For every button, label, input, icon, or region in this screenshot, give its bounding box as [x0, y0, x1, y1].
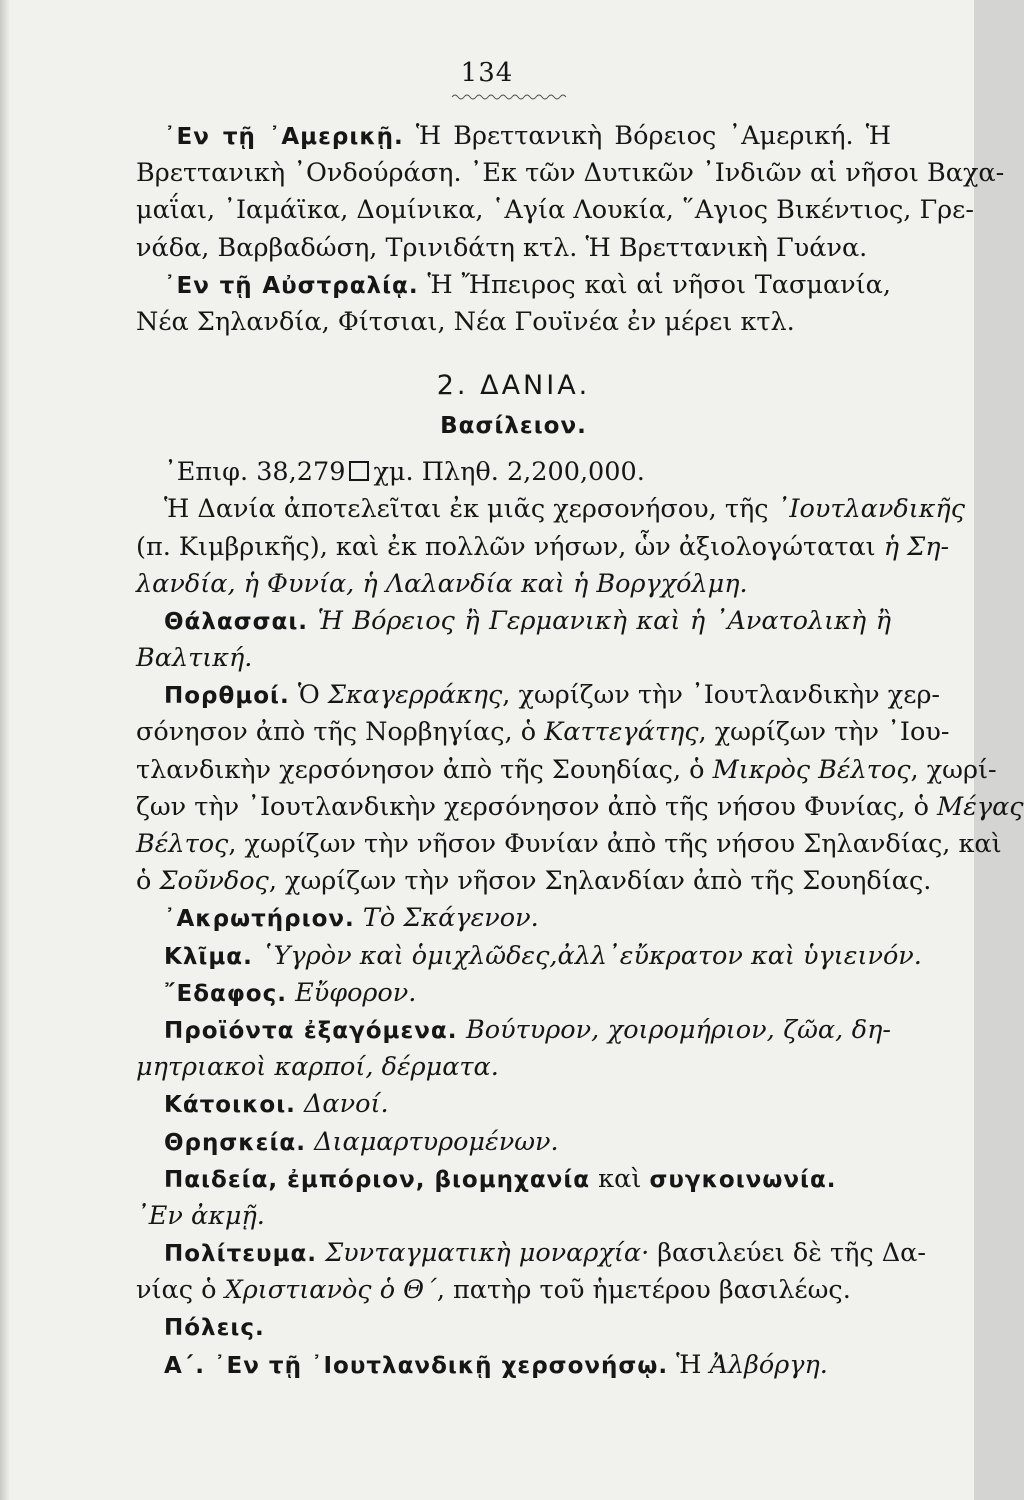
jutland-heading: Α´. ᾿Εν τῇ ᾿Ιουτλανδικῇ χερσονήσῳ.	[164, 1352, 669, 1379]
australia-heading: ᾿Εν τῇ Αὐστραλίᾳ.	[164, 272, 419, 299]
education-heading: Παιδεία, ἐμπόριον, βιομηχανία	[164, 1166, 591, 1193]
seas-paragraph: Θάλασσαι. Ἡ Βόρειος ἢ Γερμανικὴ καὶ ἡ ᾿Ανατολικὴ ἢ Βαλτική.	[136, 605, 891, 674]
soil-heading: ῎Εδαφος.	[164, 980, 287, 1007]
straits-heading: Πορθμοί.	[164, 683, 290, 710]
page-text	[136, 118, 1024, 1384]
america-paragraph: ᾿Εν τῇ ᾿Αμερικῇ. Ἡ Βρεττανικὴ Βόρειος ᾿Αμερική. Ἡ Βρεττανικὴ ᾿Ονδούράση. ᾿Εκ τῶν Δυτικῶν ᾿Ινδιῶν αἱ νῆσοι Βαχα- μαΐαι, ᾿Ιαμάϊκα, Δομίνικα, ῾Αγία Λουκία, ῞Αγιος Βικέντιος, Γρε- νάδα, Βαρβαδώση, Τρινιδάτη κτλ. Ἡ Βρεττανικὴ Γυάνα.	[136, 121, 1005, 263]
exports-paragraph: Προϊόντα ἐξαγόμενα. Βούτυρον, χοιρομήριον, ζῶα, δη- μητριακοὶ καρποί, δέρματα.	[136, 1014, 891, 1083]
square-symbol	[349, 461, 369, 481]
intro-paragraph: Ἡ Δανία ἀποτελεῖται ἐκ μιᾶς χερσονήσου, τῆς ᾿Ιουτλανδικῆς (π. Κιμβρικῆς), καὶ ἐκ πολλῶν νήσων, ὧν ἀξιολογώταται ἡ Ση- λανδία, ἡ Φυνία, ἡ Λαλανδία καὶ ἡ Βοργχόλμη.	[136, 494, 965, 599]
religion-paragraph: Θρησκεία. Διαμαρτυρομένων.	[164, 1126, 559, 1157]
jutland-paragraph: Α´. ᾿Εν τῇ ᾿Ιουτλανδικῇ χερσονήσῳ. Ἡ Ἀλβόργη.	[164, 1349, 828, 1380]
religion-heading: Θρησκεία.	[164, 1129, 306, 1156]
polity-paragraph: Πολίτευμα. Συνταγματικὴ μοναρχία· βασιλεύει δὲ τῆς Δα- νίας ὁ Χριστιανὸς ὁ Θ´, πατὴρ τοῦ ἡμετέρου βασιλέως.	[136, 1238, 927, 1306]
soil-paragraph: ῎Εδαφος. Εὔφορον.	[164, 977, 417, 1008]
cities-paragraph	[136, 1309, 891, 1346]
straits-paragraph: Πορθμοί. Ὁ Σκαγερράκης, χωρίζων τὴν ᾿Ιουτλανδικὴν χερ- σόνησον ἀπὸ τῆς Νορβηγίας, ὁ Καττεγάτης, χωρίζων τὴν ᾿Ιου- τλανδικὴν χερσόνησον ἀπὸ τῆς Σουηδίας, ὁ Μικρὸς Βέλτος, χωρί- ζων τὴν ᾿Ιουτλανδικὴν χερσόνησον ἀπὸ τῆς νήσου Φυνίας, ὁ Μέγας Βέλτος, χωρίζων τὴν νῆσον Φυνίαν ἀπὸ τῆς νήσου Σηλανδίας, καὶ ὁ Σοῦνδος, χωρίζων τὴν νῆσον Σηλανδίαν ἀπὸ τῆς Σουηδίας.	[136, 680, 1024, 897]
wavy-rule-ornament	[452, 92, 568, 102]
education-paragraph: Παιδεία, ἐμπόριον, βιομηχανία καὶ συγκοινωνία. ᾿Εν ἀκμῇ.	[136, 1163, 837, 1231]
section-subtitle: Βασίλειον.	[440, 413, 587, 440]
inhabitants-heading: Κάτοικοι.	[164, 1092, 296, 1119]
cape-heading: ᾿Ακρωτήριον.	[164, 906, 355, 933]
climate-paragraph: Κλῖμα. ῾Υγρὸν καὶ ὁμιχλῶδες,ἀλλ᾿εὔκρατον καὶ ὑγιεινόν.	[164, 940, 922, 971]
page-edge-shadow	[0, 0, 10, 1500]
page-number: 134	[460, 58, 514, 88]
cape-paragraph: ᾿Ακρωτήριον. Τὸ Σκάγενον.	[164, 903, 539, 934]
polity-heading: Πολίτευμα.	[164, 1241, 318, 1268]
america-heading: ᾿Εν τῇ ᾿Αμερικῇ.	[164, 124, 404, 150]
area-population-line: ᾿Επιφ. 38,279 χμ. Πληθ. 2,200,000.	[164, 457, 645, 488]
cities-heading: Πόλεις.	[164, 1315, 265, 1342]
exports-heading: Προϊόντα ἐξαγόμενα.	[164, 1017, 458, 1044]
seas-heading: Θάλασσαι.	[164, 608, 309, 635]
climate-heading: Κλῖμα.	[164, 943, 253, 970]
inhabitants-paragraph: Κάτοικοι. Δανοί.	[164, 1089, 389, 1120]
section-title: 2. ΔΑΝΙΑ.	[436, 370, 591, 402]
australia-paragraph: ᾿Εν τῇ Αὐστραλίᾳ. Ἡ Ἤπειρος καὶ αἱ νῆσοι Τασμανία, Νέα Σηλανδία, Φίτσιαι, Νέα Γουϊνέα ἐν μέρει κτλ.	[136, 269, 891, 337]
